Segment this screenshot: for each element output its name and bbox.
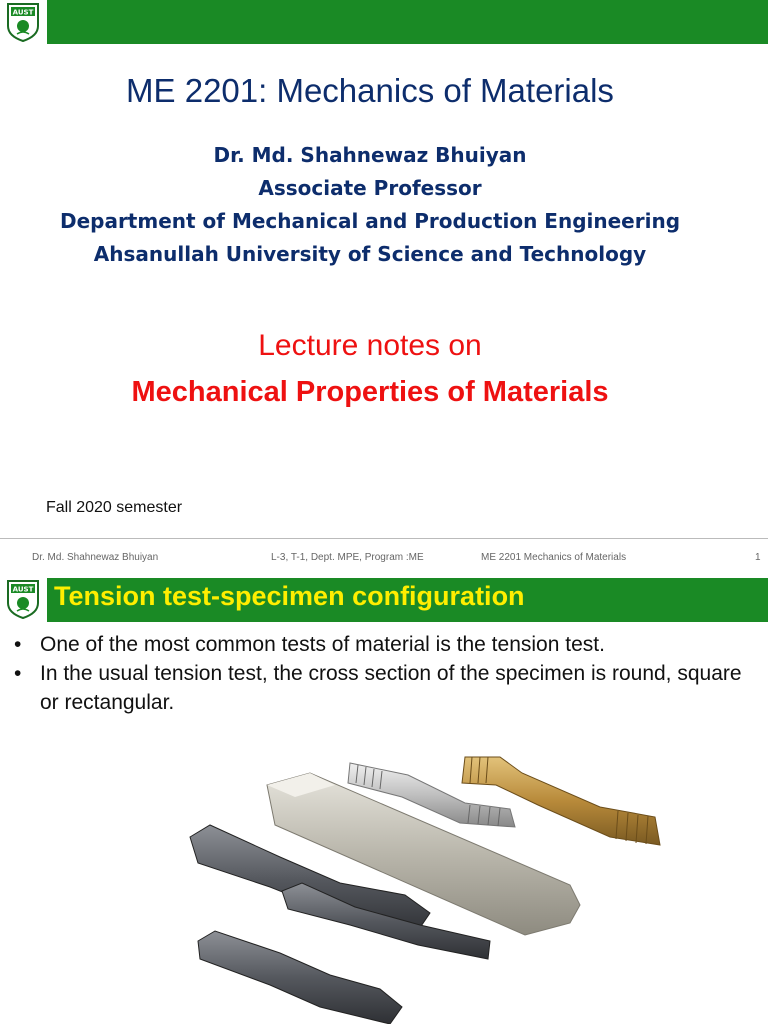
bullet-marker: • [14,633,22,656]
tension-test-specimens-photo-icon [170,745,680,1024]
bullet-list [14,630,744,717]
bullet-text: One of the most common tests of material is the tension test. [40,633,605,656]
bullet-text: In the usual tension test, the cross section of the specimen is round, square or rectangular. [40,662,742,714]
university-crest-icon [5,579,41,619]
author-name: Dr. Md. Shahnewaz Bhuiyan [213,143,527,167]
lecture-topic: Mechanical Properties of Materials [131,376,609,408]
author-position: Associate Professor [258,176,482,200]
list-item [14,659,744,717]
page-number: 1 [755,552,761,563]
semester-label: Fall 2020 semester [46,499,183,516]
footer-author: Dr. Md. Shahnewaz Bhuiyan [32,552,159,563]
author-department: Department of Mechanical and Production Engineering [59,209,681,233]
author-university: Ahsanullah University of Science and Technology [93,242,647,266]
footer-course: ME 2201 Mechanics of Materials [481,552,627,563]
header-bar [47,0,768,44]
list-item [14,630,744,659]
logo-text: AUST [12,8,34,17]
content-slide [0,575,768,1024]
footer-program: L-3, T-1, Dept. MPE, Program :ME [271,552,424,563]
university-crest-icon [5,2,41,42]
bullet-marker: • [14,662,22,685]
footer-divider [0,538,768,539]
course-title: ME 2201: Mechanics of Materials [126,72,614,109]
logo-text: AUST [12,585,34,594]
lecture-heading: Lecture notes on [258,329,482,362]
slide-title: Tension test-specimen configuration [54,581,525,611]
